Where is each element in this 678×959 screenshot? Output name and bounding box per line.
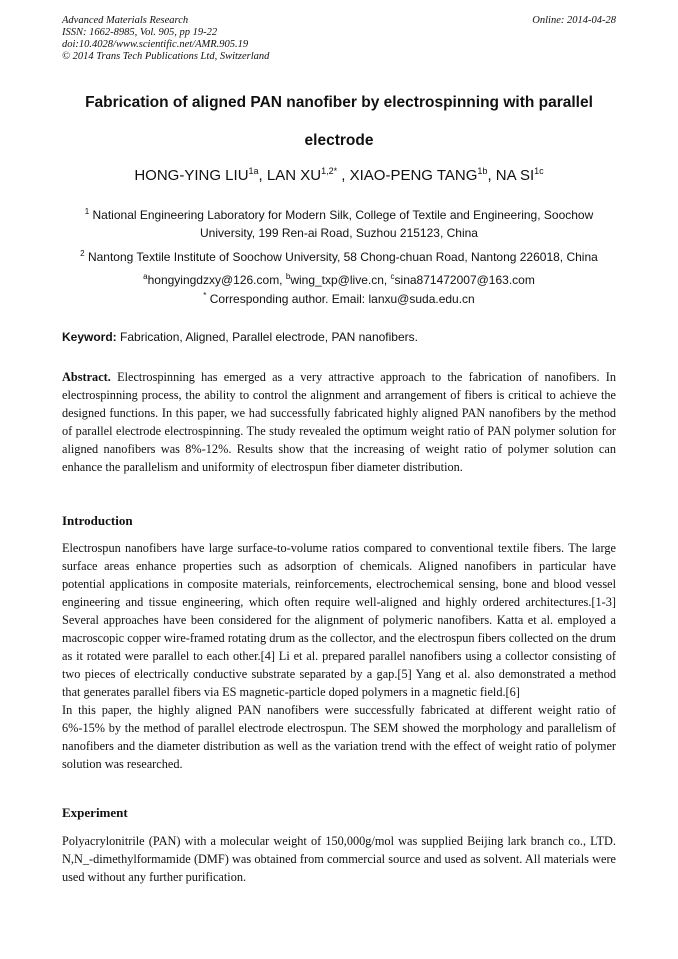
author-sep: , xyxy=(337,167,350,184)
author-sup: 1b xyxy=(477,166,488,176)
email-a[interactable]: hongyingdzxy@126.com, xyxy=(147,273,286,287)
abstract xyxy=(62,368,616,476)
abstract-label: Abstract. xyxy=(62,370,111,384)
corr-sup: * xyxy=(203,291,207,300)
affiliation-sup: 2 xyxy=(80,249,85,258)
journal-header xyxy=(62,15,616,63)
experiment-body xyxy=(62,832,616,886)
title-line-2: electrode xyxy=(304,132,374,149)
keywords xyxy=(62,330,616,344)
journal-doi: doi:10.4028/www.scientific.net/AMR.905.19 xyxy=(62,39,249,50)
introduction-body xyxy=(62,539,616,773)
introduction-paragraph-2: In this paper, the highly aligned PAN nanofibers were successfully fabricated at different weight ratio of 6%-15% by the method of parallel electrode electrospun. The SEM showed the morphology and parallelism of nanofibers and the diameter distribution as well as the variation trend with the effect of weight ratio of polymer solution was researched. xyxy=(62,703,616,771)
email-sup: a xyxy=(143,272,148,281)
email-sup: b xyxy=(285,272,291,281)
section-heading-experiment: Experiment xyxy=(62,805,128,820)
affiliation-text: Nantong Textile Institute of Soochow University, 58 Chong-chuan Road, Nantong 226018, China xyxy=(84,250,598,264)
journal-issn: ISSN: 1662-8985, Vol. 905, pp 19-22 xyxy=(62,27,218,38)
email-b[interactable]: wing_txp@live.cn, xyxy=(290,273,391,287)
author-list xyxy=(40,166,638,184)
author-name: XIAO-PENG TANG xyxy=(349,167,478,184)
affiliation-1 xyxy=(62,203,616,242)
author-sep: , xyxy=(487,167,496,184)
email-sup: c xyxy=(390,272,395,281)
author-name: NA SI xyxy=(495,167,535,184)
paper-title xyxy=(40,84,638,160)
affiliation-sup: 1 xyxy=(84,207,90,216)
author-sup: 1c xyxy=(534,166,544,176)
author-name: HONG-YING LIU xyxy=(134,167,249,184)
journal-name: Advanced Materials Research xyxy=(62,15,189,26)
corresponding-author xyxy=(62,288,616,307)
affiliation-text: National Engineering Laboratory for Modern Silk, College of Textile and Engineering, Soochow University, 199 Ren-ai Road, Suzhou 215123, China xyxy=(89,208,594,240)
author-name: LAN XU xyxy=(266,167,322,184)
corr-text: Corresponding author. Email: lanxu@suda.edu.cn xyxy=(206,292,475,306)
title-line-1: Fabrication of aligned PAN nanofiber by electrospinning with parallel xyxy=(85,94,593,111)
journal-copyright: © 2014 Trans Tech Publications Ltd, Switzerland xyxy=(62,51,270,62)
introduction-paragraph-1: Electrospun nanofibers have large surface-to-volume ratios compared to conventional textile fibers. The large surface areas enhance properties such as adsorption of chemicals. Aligned nanofibers in particular have potential applications in composite materials, reinforcements, electrochemical sensing, bone and blood vessel engineering and tissue engineering, which often require well-aligned and highly ordered architectures.[1-3] Several approaches have been considered for the alignment of polymeric nanofibers. Katta et al. employed a macroscopic copper wire-framed rotating drum as the collector, and the electrospun fibers collected on the drum as it rotated were parallel to each other.[4] Li et al. prepared parallel nanofibers using a collector consisting of two pieces of electrically conductive substrate separated by a gap.[5] Yang et al. also demonstrated a method that generates parallel fibers via ES magnetic-particle doped polymers in a magnetic field.[6] xyxy=(62,541,616,699)
keyword-label: Keyword: xyxy=(62,330,117,344)
author-sep: , xyxy=(258,167,267,184)
affiliation-2 xyxy=(62,245,616,266)
author-sup: 1,2* xyxy=(321,166,338,176)
abstract-text: Electrospinning has emerged as a very attractive approach to the fabrication of nanofibers. In electrospinning process, the ability to control the alignment and arrangement of fibers is critical to achieve the designed functions. In this paper, we had successfully fabricated highly aligned PAN nanofibers by the method of parallel electrode electrospinning. The study revealed the optimum weight ratio of PAN polymer solution for aligned nanofibers was 8%-12%. Results show that the increasing of weight ratio of polymer solution can enhance the parallelism and uniformity of electrospun fiber diameter distribution. xyxy=(62,370,616,474)
keyword-text: Fabrication, Aligned, Parallel electrode, PAN nanofibers. xyxy=(116,330,418,344)
author-sup: 1a xyxy=(248,166,259,176)
online-date: Online: 2014-04-28 xyxy=(532,15,616,26)
experiment-paragraph-1: Polyacrylonitrile (PAN) with a molecular weight of 150,000g/mol was supplied Beijing lark branch co., LTD. N,N_-dimethylformamide (DMF) was obtained from commercial source and used as solvent. All materials were used without any further purification. xyxy=(62,834,616,884)
author-emails xyxy=(62,269,616,307)
email-line xyxy=(62,269,616,288)
abstract-paragraph xyxy=(62,368,616,476)
email-c[interactable]: sina871472007@163.com xyxy=(394,273,535,287)
section-heading-introduction: Introduction xyxy=(62,513,133,528)
